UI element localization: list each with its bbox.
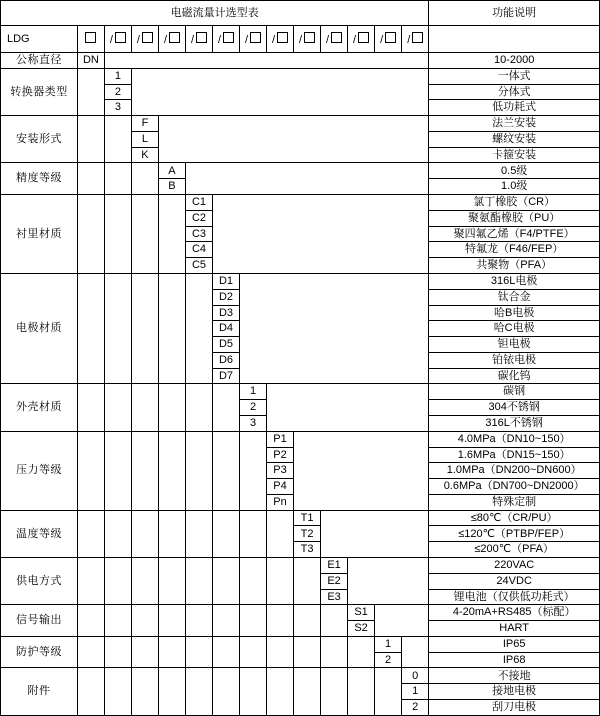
model-box-4[interactable]: /	[185, 26, 212, 53]
spacer-cell	[185, 668, 212, 716]
code-cell[interactable]: T1	[294, 510, 321, 526]
description-cell: 1.0MPa（DN200~DN600）	[429, 463, 600, 479]
description-cell: 4.0MPa（DN10~150）	[429, 431, 600, 447]
table-body	[1, 1, 600, 716]
code-cell[interactable]: D6	[213, 352, 240, 368]
model-box-5[interactable]: /	[213, 26, 240, 53]
table-row	[1, 431, 600, 447]
spacer-cell	[131, 605, 158, 637]
description-cell: HART	[429, 621, 600, 637]
table-row	[1, 116, 600, 132]
model-box-0[interactable]	[77, 26, 104, 53]
table-row	[1, 605, 600, 621]
spacer-cell	[77, 68, 104, 115]
spacer-cell	[104, 384, 131, 431]
spacer-cell	[267, 668, 294, 716]
category-7: 压力等级	[1, 431, 78, 510]
description-cell: 聚氨酯橡胶（PU）	[429, 210, 600, 226]
code-cell[interactable]: C1	[185, 195, 212, 211]
category-12: 附件	[1, 668, 78, 716]
spacer-cell	[104, 195, 131, 274]
table-title: 电磁流量计选型表	[1, 1, 429, 26]
spacer-cell	[267, 384, 429, 431]
spacer-cell	[240, 668, 267, 716]
function-column-header: 功能说明	[429, 1, 600, 26]
description-cell: ≤80℃（CR/PU）	[429, 510, 600, 526]
model-box-3[interactable]: /	[158, 26, 185, 53]
spacer-cell	[294, 605, 321, 637]
table-row	[1, 273, 600, 289]
description-cell: 铂铱电极	[429, 352, 600, 368]
description-cell: 10-2000	[429, 53, 600, 69]
category-3: 精度等级	[1, 163, 78, 195]
description-cell: 24VDC	[429, 573, 600, 589]
description-cell: 刮刀电极	[429, 700, 600, 716]
description-cell: 304不锈钢	[429, 400, 600, 416]
description-cell: 特殊定制	[429, 494, 600, 510]
spacer-cell	[185, 636, 212, 668]
spacer-cell	[77, 384, 104, 431]
description-cell: 哈B电极	[429, 305, 600, 321]
spacer-cell	[240, 431, 267, 510]
spacer-cell	[294, 636, 321, 668]
description-cell: 一体式	[429, 68, 600, 84]
spacer-cell	[131, 163, 158, 195]
model-box-12[interactable]: /	[402, 26, 429, 53]
spacer-cell	[348, 636, 375, 668]
spacer-cell	[131, 68, 428, 115]
code-cell[interactable]: E3	[321, 589, 348, 605]
code-cell[interactable]: D5	[213, 337, 240, 353]
spacer-cell	[185, 558, 212, 605]
code-cell[interactable]: 1	[375, 636, 402, 652]
spacer-cell	[131, 273, 158, 383]
description-cell: 聚四氟乙烯（F4/PTFE）	[429, 226, 600, 242]
code-cell[interactable]: A	[158, 163, 185, 179]
description-cell: 锂电池（仅供低功耗式）	[429, 589, 600, 605]
code-cell[interactable]: C4	[185, 242, 212, 258]
spacer-cell	[321, 510, 429, 557]
code-cell[interactable]: D1	[213, 273, 240, 289]
spacer-cell	[158, 384, 185, 431]
description-cell: ≤120℃（PTBP/FEP）	[429, 526, 600, 542]
description-cell: IP68	[429, 652, 600, 668]
spacer-cell	[321, 605, 348, 637]
code-cell[interactable]: E2	[321, 573, 348, 589]
spacer-cell	[131, 668, 158, 716]
spacer-cell	[131, 636, 158, 668]
spacer-cell	[213, 195, 429, 274]
spacer-cell	[77, 163, 104, 195]
category-11: 防护等级	[1, 636, 78, 668]
code-cell[interactable]: K	[131, 147, 158, 163]
table-row	[1, 636, 600, 652]
code-cell[interactable]: 2	[402, 700, 429, 716]
description-cell: 共聚物（PFA）	[429, 258, 600, 274]
spacer-cell	[294, 431, 429, 510]
spacer-cell	[158, 116, 428, 163]
model-code-row	[1, 26, 600, 53]
spacer-cell	[240, 636, 267, 668]
description-cell: IP65	[429, 636, 600, 652]
spacer-cell	[104, 605, 131, 637]
description-cell: 氯丁橡胶（CR）	[429, 195, 600, 211]
spacer-cell	[77, 668, 104, 716]
spacer-cell	[402, 636, 429, 668]
code-cell[interactable]: P4	[267, 479, 294, 495]
spacer-cell	[77, 510, 104, 557]
code-cell[interactable]: 3	[240, 415, 267, 431]
table-row	[1, 195, 600, 211]
spacer-cell	[104, 53, 428, 69]
code-cell[interactable]: S1	[348, 605, 375, 621]
description-cell: 钛合金	[429, 289, 600, 305]
category-10: 信号输出	[1, 605, 78, 637]
code-cell[interactable]: 1	[240, 384, 267, 400]
spacer-cell	[104, 273, 131, 383]
spacer-cell	[267, 605, 294, 637]
code-cell[interactable]: T3	[294, 542, 321, 558]
category-5: 电极材质	[1, 273, 78, 383]
spacer-cell	[158, 636, 185, 668]
spacer-cell	[158, 558, 185, 605]
spacer-cell	[77, 431, 104, 510]
spacer-cell	[267, 510, 294, 557]
description-cell: 分体式	[429, 84, 600, 100]
spacer-cell	[185, 605, 212, 637]
model-box-7[interactable]: /	[267, 26, 294, 53]
spacer-cell	[77, 636, 104, 668]
code-cell[interactable]: F	[131, 116, 158, 132]
spacer-cell	[213, 605, 240, 637]
description-cell: 低功耗式	[429, 100, 600, 116]
category-1: 转换器类型	[1, 68, 78, 115]
description-cell: 碳化钨	[429, 368, 600, 384]
table-row	[1, 668, 600, 684]
description-cell: 0.6MPa（DN700~DN2000）	[429, 479, 600, 495]
model-box-2[interactable]: /	[131, 26, 158, 53]
spacer-cell	[185, 510, 212, 557]
spacer-cell	[267, 558, 294, 605]
table-row	[1, 68, 600, 84]
spacer-cell	[77, 116, 104, 163]
spacer-cell	[77, 605, 104, 637]
model-box-8[interactable]: /	[294, 26, 321, 53]
spacer-cell	[185, 163, 428, 195]
table-row	[1, 558, 600, 574]
spacer-cell	[375, 605, 429, 637]
spacer-cell	[104, 668, 131, 716]
category-9: 供电方式	[1, 558, 78, 605]
code-cell[interactable]: D4	[213, 321, 240, 337]
spacer-cell	[131, 195, 158, 274]
code-cell[interactable]: T2	[294, 526, 321, 542]
spacer-cell	[213, 558, 240, 605]
spacer-cell	[321, 668, 348, 716]
spacer-cell	[267, 636, 294, 668]
spacer-cell	[240, 605, 267, 637]
description-cell: 接地电极	[429, 684, 600, 700]
description-cell: ≤200℃（PFA）	[429, 542, 600, 558]
description-cell: 316L电极	[429, 273, 600, 289]
spacer-cell	[104, 431, 131, 510]
spacer-cell	[213, 668, 240, 716]
spacer-cell	[104, 116, 131, 163]
model-row-description	[429, 26, 600, 53]
description-cell: 法兰安装	[429, 116, 600, 132]
spacer-cell	[131, 558, 158, 605]
spacer-cell	[240, 510, 267, 557]
spacer-cell	[348, 558, 429, 605]
code-cell[interactable]: 1	[104, 68, 131, 84]
header-row	[1, 1, 600, 26]
code-cell[interactable]: 2	[104, 84, 131, 100]
code-cell[interactable]: Pn	[267, 494, 294, 510]
spacer-cell	[104, 510, 131, 557]
category-2: 安装形式	[1, 116, 78, 163]
description-cell: 220VAC	[429, 558, 600, 574]
spacer-cell	[294, 558, 321, 605]
description-cell: 1.0级	[429, 179, 600, 195]
description-cell: 316L不锈钢	[429, 415, 600, 431]
description-cell: 1.6MPa（DN15~150）	[429, 447, 600, 463]
spacer-cell	[185, 384, 212, 431]
spacer-cell	[131, 384, 158, 431]
code-cell[interactable]: D2	[213, 289, 240, 305]
category-6: 外壳材质	[1, 384, 78, 431]
code-cell[interactable]: C2	[185, 210, 212, 226]
spacer-cell	[375, 668, 402, 716]
spacer-cell	[213, 636, 240, 668]
table-row	[1, 53, 600, 69]
category-4: 衬里材质	[1, 195, 78, 274]
code-cell[interactable]: B	[158, 179, 185, 195]
spacer-cell	[240, 558, 267, 605]
spacer-cell	[77, 273, 104, 383]
spacer-cell	[77, 195, 104, 274]
table-row	[1, 510, 600, 526]
spacer-cell	[158, 605, 185, 637]
description-cell: 卡箍安装	[429, 147, 600, 163]
code-cell[interactable]: 0	[402, 668, 429, 684]
description-cell: 碳钢	[429, 384, 600, 400]
model-box-1[interactable]: /	[104, 26, 131, 53]
code-cell[interactable]: P3	[267, 463, 294, 479]
spacer-cell	[185, 431, 212, 510]
spacer-cell	[158, 195, 185, 274]
spacer-cell	[131, 431, 158, 510]
description-cell: 特氟龙（F46/FEP）	[429, 242, 600, 258]
spacer-cell	[294, 668, 321, 716]
table-row	[1, 163, 600, 179]
spacer-cell	[348, 668, 375, 716]
code-cell[interactable]: S2	[348, 621, 375, 637]
spacer-cell	[321, 636, 348, 668]
code-cell[interactable]: P2	[267, 447, 294, 463]
category-8: 温度等级	[1, 510, 78, 557]
spacer-cell	[158, 431, 185, 510]
description-cell: 4-20mA+RS485（标配）	[429, 605, 600, 621]
code-cell[interactable]: E1	[321, 558, 348, 574]
spacer-cell	[158, 668, 185, 716]
description-cell: 螺纹安装	[429, 131, 600, 147]
description-cell: 钽电极	[429, 337, 600, 353]
spacer-cell	[213, 431, 240, 510]
spacer-cell	[131, 510, 158, 557]
spacer-cell	[104, 558, 131, 605]
spacer-cell	[104, 163, 131, 195]
code-cell[interactable]: 3	[104, 100, 131, 116]
spacer-cell	[213, 510, 240, 557]
code-cell[interactable]: C5	[185, 258, 212, 274]
code-cell[interactable]: 2	[375, 652, 402, 668]
code-cell[interactable]: D7	[213, 368, 240, 384]
spacer-cell	[240, 273, 429, 383]
code-cell[interactable]: DN	[77, 53, 104, 69]
description-cell: 不接地	[429, 668, 600, 684]
model-prefix: LDG	[1, 26, 78, 53]
code-cell[interactable]: P1	[267, 431, 294, 447]
code-cell[interactable]: C3	[185, 226, 212, 242]
spacer-cell	[158, 273, 185, 383]
model-box-6[interactable]: /	[240, 26, 267, 53]
description-cell: 哈C电极	[429, 321, 600, 337]
spacer-cell	[185, 273, 212, 383]
description-cell: 0.5级	[429, 163, 600, 179]
model-box-10[interactable]: /	[348, 26, 375, 53]
spacer-cell	[158, 510, 185, 557]
model-box-11[interactable]: /	[375, 26, 402, 53]
table-row	[1, 384, 600, 400]
code-cell[interactable]: 1	[402, 684, 429, 700]
spacer-cell	[104, 636, 131, 668]
model-box-9[interactable]: /	[321, 26, 348, 53]
spacer-cell	[77, 558, 104, 605]
spacer-cell	[213, 384, 240, 431]
code-cell[interactable]: 2	[240, 400, 267, 416]
category-0: 公称直径	[1, 53, 78, 69]
code-cell[interactable]: L	[131, 131, 158, 147]
code-cell[interactable]: D3	[213, 305, 240, 321]
